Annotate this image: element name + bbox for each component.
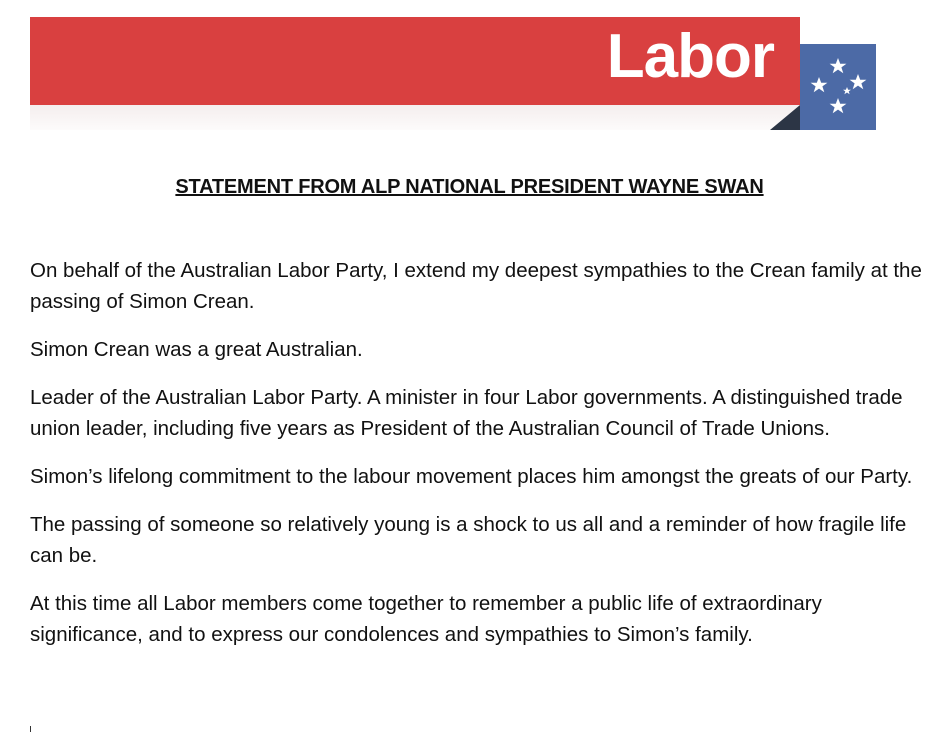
paragraph: At this time all Labor members come together to remember a public life of extraordinary significance, and to express our condolences and sympathies to Simon’s family. (30, 592, 822, 646)
star-icon (830, 98, 847, 113)
statement-title: STATEMENT FROM ALP NATIONAL PRESIDENT WAYNE SWAN (175, 176, 764, 198)
paragraph: Simon Crean was a great Australian. (30, 338, 363, 361)
star-icon (811, 77, 828, 92)
banner-shadow (30, 105, 800, 130)
star-icon (830, 58, 847, 73)
star-icon (850, 74, 867, 89)
labor-banner (30, 17, 876, 130)
paragraph: Simon’s lifelong commitment to the labour movement places him amongst the greats of our Party. (30, 465, 913, 488)
paragraph: Leader of the Australian Labor Party. A minister in four Labor governments. A distinguished trade union leader, including five years as President of the Australian Council of Trade Unions. (30, 386, 903, 440)
southern-cross-stars-icon (800, 44, 876, 130)
banner-fold-corner (770, 105, 800, 130)
star-icon (843, 87, 851, 94)
paragraph: On behalf of the Australian Labor Party, I extend my deepest sympathies to the Crean family at the passing of Simon Crean. (30, 259, 922, 313)
statement-body (30, 255, 930, 667)
labor-logo: Labor (606, 22, 774, 91)
paragraph: The passing of someone so relatively young is a shock to us all and a reminder of how fragile life can be. (30, 513, 907, 567)
text-cursor-mark (30, 726, 31, 732)
